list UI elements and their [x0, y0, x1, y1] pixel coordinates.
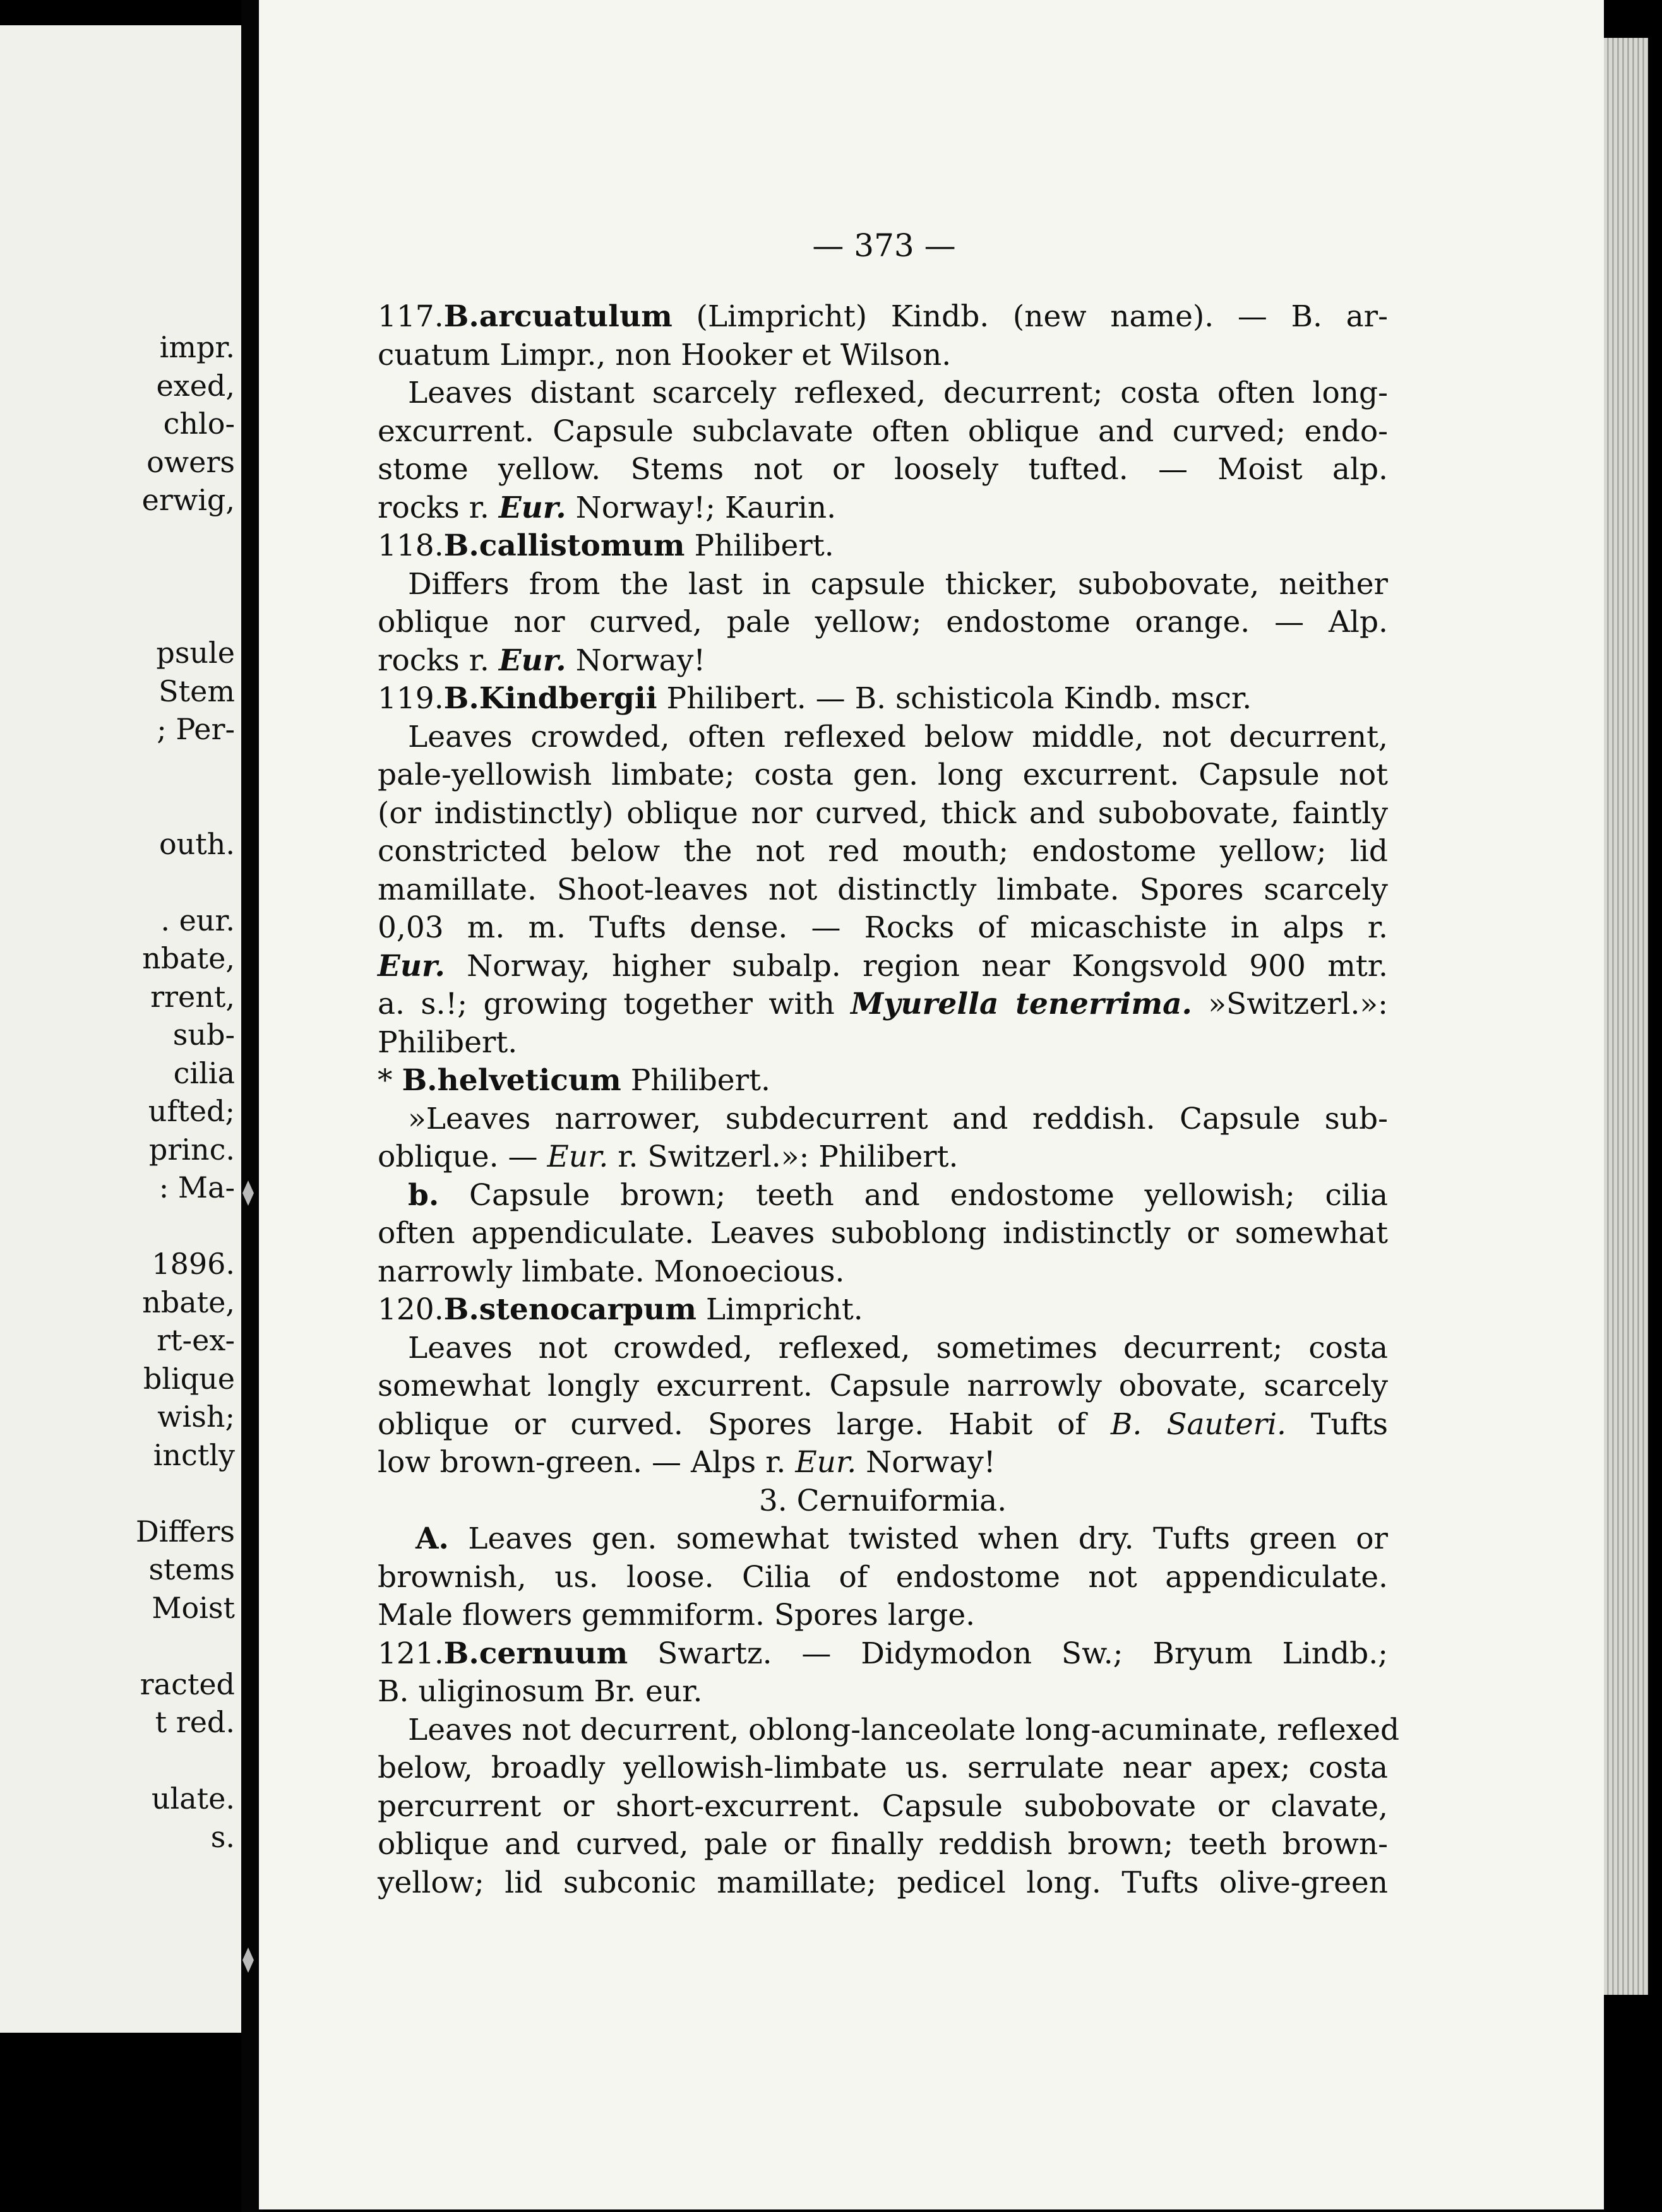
text-line — [378, 1673, 1388, 1711]
left-fragment-line — [136, 749, 235, 787]
text-run: percurrent or short-excurrent. Capsule subobovate or clavate, — [378, 1788, 1388, 1824]
text-run: B. Sauteri. — [1110, 1406, 1286, 1442]
text-run: Norway, higher subalp. region near Kongsvold 900 mtr. — [445, 948, 1388, 984]
left-fragment-line: 1896. — [152, 1247, 235, 1281]
text-run: 3. Cernuiformia. — [758, 1483, 1007, 1518]
left-fragment-line: racted — [140, 1667, 235, 1701]
text-run: Male flowers gemmiform. Spores large. — [378, 1598, 976, 1632]
text-line — [378, 1597, 1388, 1635]
left-fragment-line: : Ma- — [158, 1170, 235, 1204]
text-line — [378, 1177, 1388, 1215]
text-run: B.stenocarpum — [443, 1292, 696, 1327]
left-fragment-line: inctly — [153, 1437, 235, 1472]
text-run: Leaves gen. somewhat twisted when dry. Tufts green or — [448, 1521, 1388, 1556]
text-run: narrowly limbate. Monoecious. — [378, 1254, 845, 1289]
text-run: a. s.!; growing together with — [378, 987, 851, 1021]
left-fragment-line: . eur. — [160, 903, 235, 937]
left-fragment-line: ufted; — [148, 1094, 235, 1128]
text-run: Tufts — [1286, 1406, 1388, 1442]
left-fragment-line: exed, — [156, 368, 235, 403]
left-fragment-line: t red. — [155, 1705, 235, 1739]
left-fragment-line: s. — [210, 1819, 235, 1854]
text-run: Limpricht. — [696, 1292, 863, 1327]
left-fragment-line: rt-ex- — [157, 1323, 235, 1357]
text-line — [378, 1329, 1388, 1368]
text-line — [378, 604, 1388, 642]
species-heading — [378, 527, 1388, 566]
text-run: mamillate. Shoot-leaves not distinctly limbate. Spores scarcely — [378, 872, 1388, 907]
text-line — [378, 489, 1388, 528]
page-number: — 373 — — [812, 227, 956, 264]
text-run: Philibert. — [378, 1025, 518, 1060]
text-line — [378, 756, 1388, 795]
text-line — [378, 1826, 1388, 1864]
text-run: 119. — [378, 681, 444, 716]
text-line — [378, 718, 1388, 757]
text-line — [378, 1138, 1388, 1177]
left-fragment-line: Differs — [135, 1514, 235, 1549]
left-fragment-line — [136, 863, 235, 901]
left-fragment-line: impr. — [159, 330, 235, 364]
text-run: Philibert. — [685, 528, 834, 563]
text-line — [378, 1367, 1388, 1406]
text-run: B.arcuatulum — [443, 299, 673, 334]
text-run: excurrent. Capsule subclavate often oblique and curved; endo- — [378, 413, 1388, 449]
text-run: Norway!; Kaurin. — [566, 490, 837, 525]
text-run: »Leaves narrower, subdecurrent and reddish. Capsule sub- — [408, 1101, 1388, 1136]
text-run: (Limpricht) Kindb. (new name). — B. ar- — [672, 299, 1388, 334]
species-heading — [378, 680, 1388, 718]
text-run: Swartz. — Didymodon Sw.; Bryum Lindb.; — [628, 1636, 1388, 1671]
left-fragment-line: erwig, — [141, 483, 235, 517]
text-run: rocks r. — [378, 643, 499, 678]
text-run: Leaves not decurrent, oblong-lanceolate long-acuminate, reflexed — [408, 1712, 1400, 1747]
text-line — [378, 413, 1388, 451]
text-line — [378, 1406, 1388, 1444]
text-run: brownish, us. loose. Cilia of endostome not appendiculate. — [378, 1559, 1388, 1595]
left-fragment-line: nbate, — [142, 1285, 235, 1319]
text-run: Leaves not crowded, reflexed, sometimes decurrent; costa — [408, 1330, 1388, 1365]
left-fragment-line: cilia — [173, 1055, 235, 1090]
text-line — [378, 948, 1388, 986]
text-run: often appendiculate. Leaves suboblong indistinctly or somewhat — [378, 1216, 1388, 1251]
text-run: (or indistinctly) oblique nor curved, thick and subobovate, faintly — [378, 795, 1388, 831]
text-line — [378, 1253, 1388, 1292]
left-fragment-line — [136, 596, 235, 634]
text-run: B.callistomum — [443, 528, 685, 563]
text-line — [378, 1559, 1388, 1597]
left-fragment-line: blique — [143, 1361, 235, 1396]
text-line — [378, 909, 1388, 948]
text-run: oblique. — — [378, 1139, 547, 1174]
text-run: Norway! — [856, 1445, 996, 1480]
text-run: cuatum Limpr., non Hooker et Wilson. — [378, 337, 952, 372]
text-line — [378, 1215, 1388, 1253]
left-fragment-line — [136, 557, 235, 596]
text-run: Eur. — [795, 1445, 857, 1480]
text-run: 117. — [378, 299, 444, 334]
left-fragment-line: wish; — [157, 1400, 235, 1434]
left-fragment-line: owers — [146, 444, 235, 479]
text-line — [378, 1100, 1388, 1139]
text-run: Eur. — [498, 643, 566, 678]
text-run: »Switzerl.»: — [1192, 987, 1388, 1021]
text-line — [378, 336, 1388, 375]
text-line — [378, 1024, 1388, 1062]
left-fragment-line: rrent, — [150, 979, 235, 1014]
text-run: Eur. — [378, 948, 445, 984]
text-run: 0,03 m. m. Tufts dense. — Rocks of micaschiste in alps r. — [378, 910, 1388, 945]
left-fragment-line — [136, 1474, 235, 1513]
text-run: Differs from the last in capsule thicker, subobovate, neither — [408, 566, 1388, 602]
left-fragment-line: sub- — [172, 1018, 235, 1052]
left-fragment-line — [136, 520, 235, 558]
text-line — [378, 1520, 1388, 1559]
text-run: oblique and curved, pale or finally reddish brown; teeth brown- — [378, 1827, 1388, 1862]
text-line — [378, 985, 1388, 1024]
text-run: r. Switzerl.»: Philibert. — [608, 1139, 959, 1174]
section-heading — [378, 1482, 1388, 1521]
text-run: 118. — [378, 528, 444, 563]
left-page-text-fragment — [136, 328, 235, 1856]
text-line — [378, 795, 1388, 833]
text-line — [378, 833, 1388, 871]
text-run: Norway! — [566, 643, 706, 678]
text-line — [378, 642, 1388, 681]
species-heading — [378, 1062, 1388, 1100]
left-fragment-line: outh. — [158, 826, 235, 861]
left-fragment-line: stems — [148, 1552, 235, 1586]
text-line — [378, 451, 1388, 489]
text-run: low brown-green. — Alps r. — [378, 1445, 796, 1480]
left-fragment-line: Moist — [152, 1590, 235, 1625]
text-run: Philibert. — B. schisticola Kindb. mscr. — [657, 681, 1252, 716]
text-run: constricted below the not red mouth; endostome yellow; lid — [378, 834, 1388, 869]
text-run: Eur. — [547, 1139, 609, 1174]
left-fragment-line: princ. — [148, 1132, 235, 1167]
text-run: Myurella tenerrima. — [851, 987, 1192, 1021]
left-fragment-line — [136, 1207, 235, 1246]
page-edges — [1604, 38, 1648, 1995]
text-run: Leaves distant scarcely reflexed, decurrent; costa often long- — [408, 376, 1388, 410]
text-run: Philibert. — [621, 1063, 770, 1098]
text-line — [378, 1444, 1388, 1482]
left-fragment-line — [136, 787, 235, 825]
left-fragment-line — [136, 1627, 235, 1665]
text-run: A. — [415, 1521, 449, 1556]
left-fragment-line: chlo- — [163, 407, 235, 441]
left-fragment-line — [136, 1742, 235, 1780]
text-line — [378, 1788, 1388, 1826]
text-run: 120. — [378, 1292, 444, 1327]
text-run: B.Kindbergii — [443, 681, 657, 716]
left-fragment-line: Stem — [158, 674, 235, 708]
text-run: oblique nor curved, pale yellow; endostome orange. — Alp. — [378, 605, 1388, 639]
text-run: Capsule brown; teeth and endostome yellowish; cilia — [439, 1177, 1388, 1213]
text-run: B.cernuum — [443, 1636, 628, 1671]
text-run: B.helveticum — [402, 1063, 621, 1098]
text-run: * — [378, 1063, 402, 1098]
left-fragment-line: psule — [156, 636, 235, 670]
text-run: pale-yellowish limbate; costa gen. long excurrent. Capsule not — [378, 758, 1388, 792]
text-run: stome yellow. Stems not or loosely tufted. — Moist alp. — [378, 452, 1388, 487]
text-line — [378, 1749, 1388, 1788]
species-heading — [378, 1291, 1388, 1329]
text-run: rocks r. — [378, 490, 499, 525]
book-gutter — [241, 0, 259, 2212]
text-run: b. — [408, 1177, 439, 1213]
text-run: 121. — [378, 1636, 444, 1671]
text-line — [378, 1864, 1388, 1903]
species-heading — [378, 298, 1388, 336]
text-run: below, broadly yellowish-limbate us. serrulate near apex; costa — [378, 1751, 1388, 1785]
text-run: Eur. — [498, 490, 566, 525]
left-page — [0, 25, 241, 2033]
left-fragment-line: ulate. — [151, 1781, 235, 1816]
species-heading — [378, 1635, 1388, 1674]
text-line — [378, 566, 1388, 604]
text-line — [378, 1711, 1400, 1750]
text-run: B. uliginosum Br. eur. — [378, 1674, 703, 1709]
text-line — [378, 871, 1388, 910]
text-run: somewhat longly excurrent. Capsule narrowly obovate, scarcely — [378, 1369, 1388, 1403]
text-run: yellow; lid subconic mamillate; pedicel long. Tufts olive-green — [378, 1865, 1388, 1900]
text-line — [378, 374, 1388, 413]
species-text-block — [378, 298, 1400, 1902]
left-fragment-line: ; Per- — [157, 712, 235, 746]
text-run: oblique or curved. Spores large. Habit of — [378, 1406, 1111, 1442]
left-fragment-line: nbate, — [142, 941, 235, 975]
text-run: Leaves crowded, often reflexed below middle, not decurrent, — [408, 719, 1388, 754]
